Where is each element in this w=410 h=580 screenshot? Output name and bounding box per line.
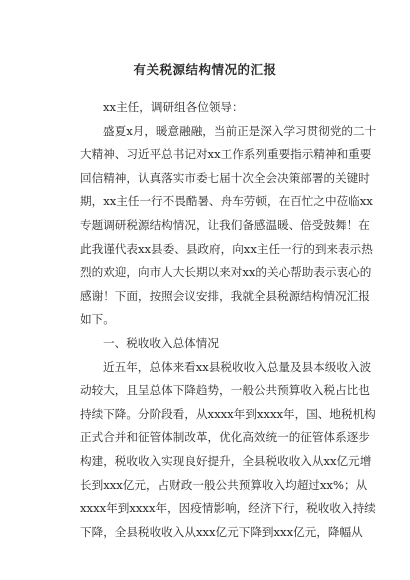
paragraph-line: 期，xx主任一行不畏酷暑、舟车劳顿，在百忙之中莅临xx — [80, 194, 373, 209]
paragraph-line: 感谢！下面，按照会议安排，我就全县税源结构情况汇报 — [80, 288, 370, 303]
paragraph-line: 正式合并和征管体制改革，优化高效统一的征管体系逐步 — [80, 430, 370, 445]
paragraph-line: 动较大，且呈总体下降趋势，一般公共预算收入税占比也 — [80, 383, 370, 398]
paragraph-line: 烈的欢迎，向市人大长期以来对xx的关心帮助表示衷心的 — [80, 265, 372, 280]
paragraph-line: 如下。 — [80, 312, 115, 327]
paragraph-line: xxxx年到xxxx年，因疫情影响，经济下行，税收收入持续 — [80, 501, 376, 516]
paragraph-line: 一、税收收入总体情况 — [103, 335, 219, 350]
document-body — [80, 96, 377, 544]
paragraph-line: 近五年，总体来看xx县税收收入总量及县本级收入波 — [103, 359, 372, 374]
paragraph-line: xx主任，调研组各位领导： — [103, 100, 244, 114]
paragraph-line: 大精神、习近平总书记对xx工作系列重要指示精神和重要 — [80, 147, 372, 162]
paragraph-line: 长到xxx亿元，占财政一般公共预算收入均超过xx%；从 — [80, 477, 368, 492]
document-title: 有关税源结构情况的汇报 — [133, 62, 277, 77]
paragraph-line: 持续下降。分阶段看，从xxxx年到xxxx年，国、地税机构 — [80, 406, 376, 421]
paragraph-line: 下降，全县税收收入从xxx亿元下降到xxx亿元，降幅从 — [80, 524, 363, 539]
paragraph-line: 构建，税收收入实现良好提升，全县税收收入从xx亿元增 — [80, 453, 372, 468]
paragraph-line: 盛夏x月，暖意融融，当前正是深入学习贯彻党的二十 — [103, 123, 377, 138]
paragraph-line: 回信精神，认真落实市委七届十次全会决策部署的关键时 — [80, 170, 370, 185]
paragraph-line: 此我谨代表xx县委、县政府，向xx主任一行的到来表示热 — [80, 241, 373, 256]
paragraph-line: 专题调研税源结构情况，让我们备感温暖、倍受鼓舞！在 — [80, 217, 370, 232]
